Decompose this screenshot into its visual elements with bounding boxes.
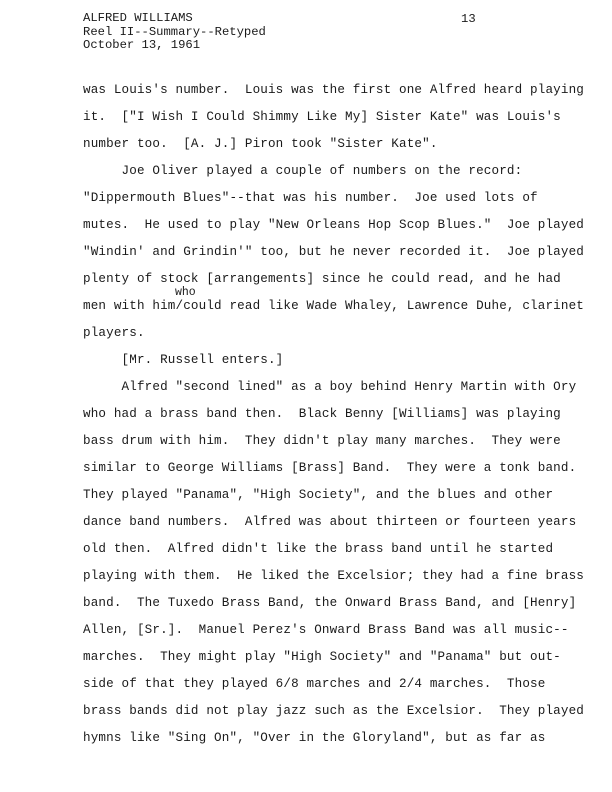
- body-line: men with him/could read like Wade Whaley, Lawrence Duhe, clarinet: [83, 299, 584, 313]
- body-line: number too. [A. J.] Piron took "Sister Kate".: [83, 137, 438, 151]
- body-line: plenty of stock [arrangements] since he could read, and he had: [83, 272, 561, 286]
- body-line: who had a brass band then. Black Benny [Williams] was playing: [83, 407, 561, 421]
- interviewee-name: ALFRED WILLIAMS: [83, 11, 193, 25]
- page-number: 13: [461, 12, 476, 26]
- body-line: Allen, [Sr.]. Manuel Perez's Onward Brass Band was all music--: [83, 623, 569, 637]
- body-line: players.: [83, 326, 145, 340]
- body-line: marches. They might play "High Society" and "Panama" but out-: [83, 650, 561, 664]
- body-line: it. ["I Wish I Could Shimmy Like My] Sister Kate" was Louis's: [83, 110, 561, 124]
- body-line: brass bands did not play jazz such as the Excelsior. They played: [83, 704, 584, 718]
- page-header: [83, 12, 266, 53]
- body-line: They played "Panama", "High Society", and the blues and other: [83, 488, 554, 502]
- body-line: similar to George Williams [Brass] Band. They were a tonk band.: [83, 461, 577, 475]
- body-line: "Dippermouth Blues"--that was his number. Joe used lots of: [83, 191, 538, 205]
- body-line: "Windin' and Grindin'" too, but he never recorded it. Joe played: [83, 245, 584, 259]
- body-line: [Mr. Russell enters.]: [83, 353, 284, 367]
- body-line: bass drum with him. They didn't play many marches. They were: [83, 434, 561, 448]
- body-line: dance band numbers. Alfred was about thirteen or fourteen years: [83, 515, 577, 529]
- body-line: Alfred "second lined" as a boy behind Henry Martin with Ory: [83, 380, 577, 394]
- body-line: hymns like "Sing On", "Over in the Gloryland", but as far as: [83, 731, 546, 745]
- body-line: side of that they played 6/8 marches and 2/4 marches. Those: [83, 677, 546, 691]
- body-line: Joe Oliver played a couple of numbers on the record:: [83, 164, 523, 178]
- handwritten-insert: who: [175, 286, 196, 299]
- body-line: band. The Tuxedo Brass Band, the Onward Brass Band, and [Henry]: [83, 596, 577, 610]
- body-line: was Louis's number. Louis was the first one Alfred heard playing: [83, 83, 584, 97]
- interview-date: October 13, 1961: [83, 38, 201, 52]
- body-line: mutes. He used to play "New Orleans Hop Scop Blues." Joe played: [83, 218, 584, 232]
- body-line: playing with them. He liked the Excelsior; they had a fine brass: [83, 569, 584, 583]
- reel-info: Reel II--Summary--Retyped: [83, 24, 266, 39]
- body-line: old then. Alfred didn't like the brass band until he started: [83, 542, 554, 556]
